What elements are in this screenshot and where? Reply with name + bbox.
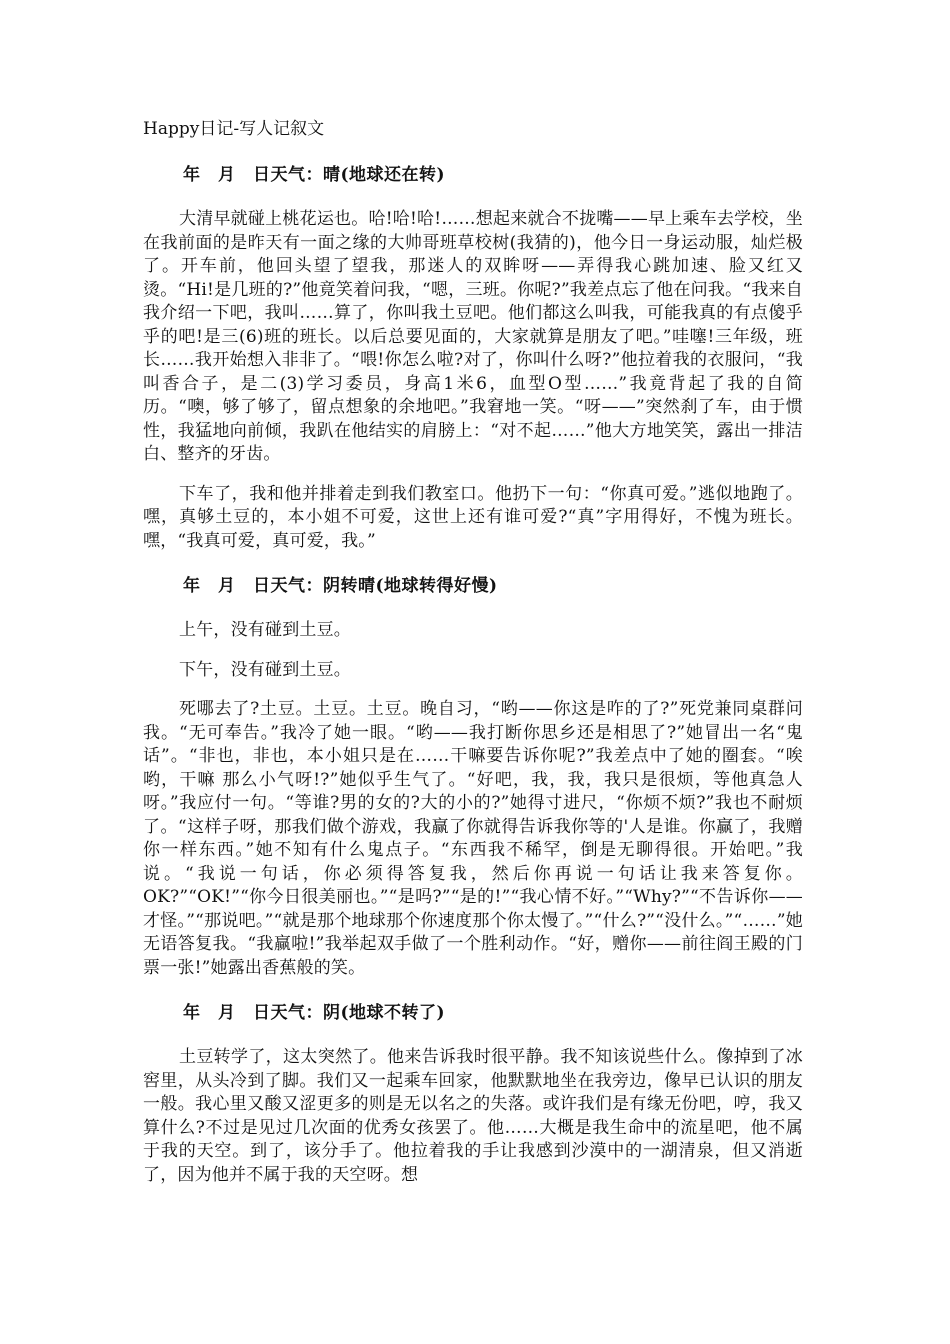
entry-heading: 年 月 日天气：阴转晴(地球转得好慢) <box>183 576 498 596</box>
entry-paragraph: 死哪去了?土豆。土豆。土豆。晚自习，“哟——你这是咋的了?”死党兼同桌群问我。“无可奉告。”我冷了她一眼。“哟——我打断你思乡还是相思了?”她冒出一名“鬼话”。“非也，非也，本小姐只是在……干嘛要告诉你呢?”我差点中了她的圈套。“唉哟，干嘛 那么小气呀!?”她似乎生气了。“好吧，我，我，我只是很烦，等他真急人呀。”我应付一句。“等谁?男的女的?大的小的?”她得寸进尺，“你烦不烦?”我也不耐烦了。“这样子呀，那我们做个游戏，我赢了你就得告诉我你等的'人是谁。你赢了，我赠你一样东西。”她不知有什么鬼点子。“东西我不稀罕，倒是无聊得很。开始吧。”我说。“我说一句话，你必须得答复我，然后你再说一句话让我来答复你。OK?”“OK!”“你今日很美丽也。”“是吗?”“是的!”“我心情不好。”“Why?”“不告诉你——才怪。”“那说吧。”“就是那个地球那个你速度那个你太慢了。”“什么?”“没什么。”“……”她无语答复我。“我赢啦!”我举起双手做了一个胜利动作。“好，赠你——前往阎王殿的门票一张!”她露出香蕉般的笑。 <box>143 699 803 978</box>
entry-paragraph: 下午，没有碰到土豆。 <box>179 659 351 680</box>
entry-paragraph: 上午，没有碰到土豆。 <box>179 620 351 640</box>
entry-paragraph: 大清早就碰上桃花运也。哈!哈!哈!……想起来就合不拢嘴——早上乘车去学校，坐在我前面的是昨天有一面之缘的大帅哥班草校树(我猜的)，他今日一身运动服，灿烂极了。开车前，他回头望了望我，那迷人的双眸呀——弄得我心跳加速、脸又红又烫。“Hi!是几班的?”他竟笑着问我，“嗯，三班。你呢?”我差点忘了他在问我。“我来自我介绍一下吧，我叫……算了，你叫我土豆吧。他们都这么叫我，可能我真的有点傻乎乎的吧!是三(6)班的班长。以后总要见面的，大家就算是朋友了吧。”哇噻!三年级，班长……我开始想入非非了。“喂!你怎么啦?对了，你叫什么呀?”他拉着我的衣服问，“我叫香合子，是二(3)学习委员，身高1米6，血型O型……”我竟背起了我的自简历。“噢，够了够了，留点想象的余地吧。”我窘地一笑。“呀——”突然刹了车，由于惯性，我猛地向前倾，我趴在他结实的肩膀上：“对不起……”他大方地笑笑，露出一排洁白、整齐的牙齿。 <box>143 209 803 464</box>
entry-heading: 年 月 日天气：晴(地球还在转) <box>183 165 446 185</box>
document-content <box>143 116 803 1187</box>
entry-heading: 年 月 日天气：阴(地球不转了) <box>183 1003 446 1023</box>
document-title: Happy日记-写人记叙文 <box>143 119 325 139</box>
entry-paragraph: 下车了，我和他并排着走到我们教室口。他扔下一句：“你真可爱。”逃似地跑了。嘿，真够土豆的，本小姐不可爱，这世上还有谁可爱?“真”字用得好，不愧为班长。嘿，“我真可爱，真可爱，我。” <box>143 483 803 551</box>
entry-paragraph: 土豆转学了，这太突然了。他来告诉我时很平静。我不知该说些什么。像掉到了冰窖里，从头冷到了脚。我们又一起乘车回家，他默默地坐在我旁边，像早已认识的朋友一般。我心里又酸又涩更多的则是无以名之的失落。或许我们是有缘无份吧，哼，我又算什么?不过是见过几次面的优秀女孩罢了。他……大概是我生命中的流星吧，他不属于我的天空。到了，该分手了。他拉着我的手让我感到沙漠中的一湖清泉，但又消逝了，因为他并不属于我的天空呀。想 <box>143 1047 803 1185</box>
